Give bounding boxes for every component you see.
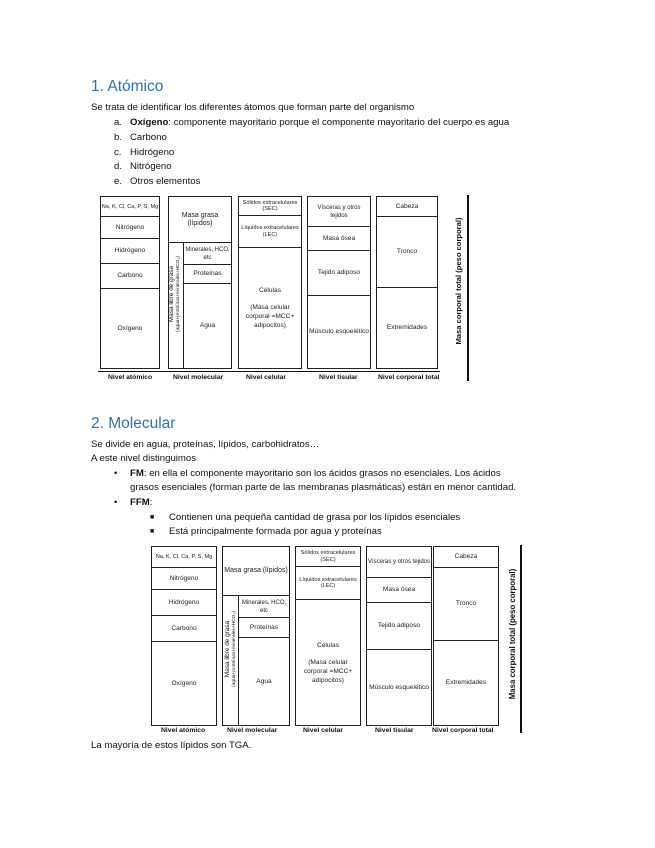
fat-free-mass-sublabel: (agua+proteínas+minerales+HCO₃) (176, 256, 181, 332)
limbs-cell: Extremidades (377, 287, 437, 368)
fat-free-mass-label: Masa libre de grasa (168, 265, 175, 323)
list-item: Nitrógeno (130, 161, 172, 172)
total-body-level-label: Nivel corporal total (432, 727, 494, 734)
proteins-cell: Proteínas (184, 264, 231, 283)
trunk-cell: Tronco (377, 216, 437, 287)
viscera-cell: Vísceras y otros tejidos (317, 204, 361, 219)
total-body-level-column (433, 546, 499, 726)
section2-intro-2: A este nivel distinguimos (91, 453, 197, 464)
total-body-mass-label: Masa corporal total (peso corporal) (454, 217, 463, 345)
oxygen-cell: Oxígeno (101, 288, 159, 368)
ffm-item: FFM: (130, 497, 153, 508)
fm-item-continued: grasos esenciales (forman parte de las membranas plasmáticas) están en menor cantidad. (130, 482, 517, 493)
cellular-level-label: Nivel celular (303, 727, 344, 734)
water-cell: Agua (184, 283, 231, 368)
bone-mass-cell: Masa ósea (308, 226, 370, 250)
fat-mass-cell: Masa grasa (lípidos) (181, 211, 219, 227)
fat-free-mass-cell (169, 242, 184, 368)
head-cell: Cabeza (454, 553, 478, 560)
tissue-level-column (307, 196, 371, 369)
list-marker: d. (114, 161, 123, 172)
bullet: • (114, 497, 118, 508)
total-body-mass-label: Masa corporal total (peso corporal) (508, 568, 517, 700)
adipose-tissue-cell: Tejido adiposo (367, 602, 431, 649)
extracellular-solids-cell: Sólidos extracelulares (SEC) (242, 199, 298, 212)
skeletal-muscle-cell: Músculo esquelético (308, 295, 370, 368)
skeletal-muscle-cell: Músculo esquelético (367, 649, 431, 725)
molecular-level-label: Nivel molecular (227, 727, 278, 734)
total-body-level-column (376, 196, 438, 369)
nitrogen-cell: Nitrógeno (152, 567, 216, 589)
molecular-level-label: Nivel molecular (173, 374, 224, 381)
cells-title: Células (317, 641, 339, 649)
fat-mass-cell: Masa grasa (lípidos) (224, 567, 288, 574)
list-item: Otros elementos (130, 176, 201, 187)
cellular-level-column (238, 196, 302, 369)
closing-paragraph: La mayoría de estos lípidos son TGA. (91, 740, 252, 751)
bone-mass-cell: Masa ósea (367, 577, 431, 602)
extracellular-liquids-cell: Líquidos extracelulares (LEC) (296, 566, 360, 599)
list-item: Oxígeno: componente mayoritario porque el componente mayoritario del cuerpo es agua (130, 117, 510, 128)
extracellular-solids-cell: Sólidos extracelulares (SEC) (300, 550, 356, 563)
section1-intro: Se trata de identificar los diferentes átomos que forman parte del organismo (91, 102, 415, 113)
carbon-cell: Carbono (101, 263, 159, 288)
carbon-cell: Carbono (152, 615, 216, 641)
oxygen-cell: Oxígeno (152, 641, 216, 725)
fm-item: FM: en ella el componente mayoritario son los ácidos grasos no esenciales. Los ácidos (130, 468, 501, 479)
trace-elements-cell: Na, K, Cl, Ca, P, S, Mg (101, 203, 159, 210)
trace-elements-cell: Na, K, Cl, Ca, P, S, Mg (155, 554, 213, 560)
water-cell: Agua (239, 637, 289, 725)
cellular-level-column (295, 546, 361, 726)
cells-description: (Masa celular corporal =MCC+ adipocitos) (245, 304, 295, 329)
sub-bullet: ■ (150, 528, 155, 535)
limbs-cell: Extremidades (434, 640, 498, 725)
proteins-cell: Proteínas (239, 617, 289, 637)
adipose-tissue-cell: Tejido adiposo (308, 250, 370, 295)
tissue-level-label: Nivel tisular (319, 374, 358, 381)
minerals-cell: Minerales, HCO, etc (239, 595, 289, 617)
list-marker: c. (114, 147, 122, 158)
head-cell: Cabeza (395, 202, 419, 210)
total-mass-bar (520, 545, 522, 733)
list-marker: a. (114, 117, 123, 128)
cells-description: (Masa celular corporal =MCC+ adipocitos) (303, 658, 353, 684)
atomic-level-label: Nivel atómico (108, 374, 153, 381)
tissue-level-column (366, 546, 432, 726)
hydrogen-cell: Hidrógeno (101, 238, 159, 263)
atomic-level-column (100, 196, 160, 369)
section-heading-molecular: 2. Molecular (91, 415, 176, 432)
ffm-subitem: Contienen una pequeña cantidad de grasa por los lípidos esenciales (169, 512, 461, 523)
sub-bullet: ■ (150, 514, 155, 521)
list-item: Hidrógeno (130, 147, 175, 158)
list-marker: b. (114, 132, 123, 143)
cellular-level-label: Nivel celular (246, 374, 287, 381)
atomic-level-label: Nivel atómico (161, 727, 206, 734)
body-composition-diagram-2 (149, 543, 529, 735)
cells-title: Células (259, 287, 281, 294)
total-mass-bar (467, 195, 469, 381)
viscera-cell: Vísceras y otros tejidos (367, 559, 431, 565)
cells-cell (239, 247, 301, 368)
list-item: Carbono (130, 132, 167, 143)
section2-intro: Se divide en agua, proteínas, lípidos, carbohidratos… (91, 439, 320, 450)
body-composition-diagram (98, 193, 478, 385)
fat-free-mass-sublabel: (agua+proteínas+minerales+HCO₃) (232, 611, 237, 687)
section-heading-atomic: 1. Atómico (91, 78, 164, 95)
tissue-level-label: Nivel tisular (375, 727, 414, 734)
minerals-cell: Minerales, HCO, etc (184, 242, 231, 264)
molecular-level-column (222, 546, 290, 726)
molecular-level-column (168, 196, 232, 369)
diagram-baseline (98, 371, 440, 372)
cells-cell (296, 599, 360, 725)
nitrogen-cell: Nitrógeno (101, 216, 159, 238)
bullet: • (114, 468, 118, 479)
fat-free-mass-label: Masa libre de grasa (224, 620, 231, 678)
list-marker: e. (114, 176, 123, 187)
hydrogen-cell: Hidrógeno (152, 589, 216, 615)
extracellular-liquids-cell: Líquidos extracelulares (LEC) (239, 215, 301, 247)
fat-free-mass-cell (223, 595, 239, 725)
trunk-cell: Tronco (434, 567, 498, 640)
ffm-subitem: Está principalmente formada por agua y proteínas (169, 526, 382, 537)
atomic-level-column (151, 546, 217, 726)
total-body-level-label: Nivel corporal total (378, 374, 440, 381)
